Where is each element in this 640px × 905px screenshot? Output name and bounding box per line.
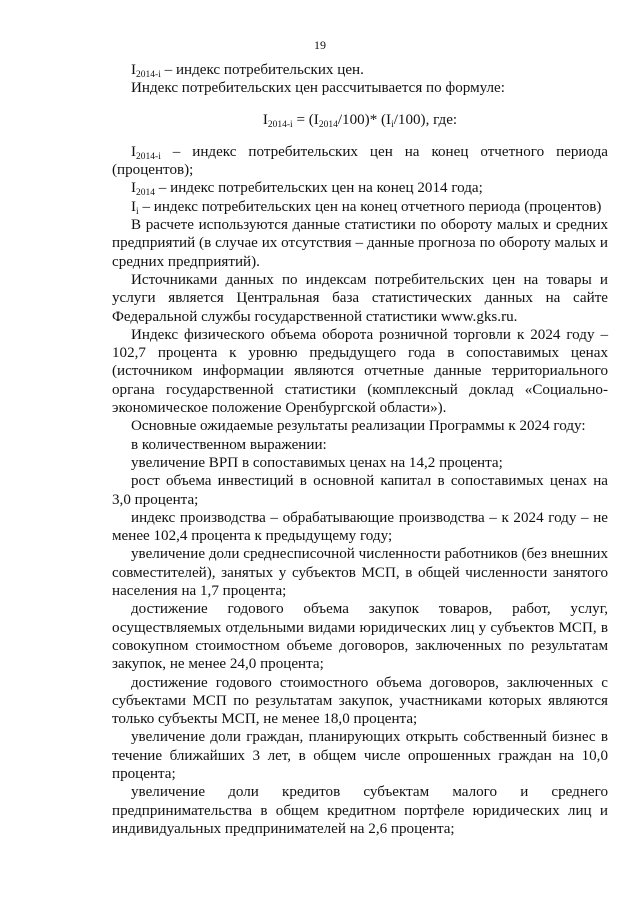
formula-subscript-c: i xyxy=(391,119,394,130)
def3-symbol: I xyxy=(131,198,137,215)
list-item: достижение годового стоимостного объема договоров, заключенных с субъектами МСП по результатам закупок, участниками которых являются только субъекты МСП, не менее 18,0 процента; xyxy=(112,674,608,728)
def3-subscript: i xyxy=(136,206,139,217)
def2-subscript: 2014 xyxy=(136,188,156,199)
list-item: индекс производства – обрабатывающие производства – к 2024 году – не менее 102,4 процента к предыдущему году; xyxy=(112,509,608,545)
formula-part-eq: = (I xyxy=(292,111,319,128)
formula-part-end: /100), где: xyxy=(393,111,458,128)
formula xyxy=(112,111,608,129)
formula-part-mid: /100)* (I xyxy=(337,111,392,128)
def2-symbol: I xyxy=(131,180,137,197)
list-item: увеличение доли среднесписочной численности работников (без внешних совместителей), занятых у субъектов МСП, в общей численности занятого населения на 1,7 процента; xyxy=(112,546,608,600)
def2-text: – индекс потребительских цен на конец 2014 года; xyxy=(155,180,483,197)
paragraph-index-intro xyxy=(112,61,608,79)
definition-1 xyxy=(112,143,608,180)
definition-2 xyxy=(112,179,608,197)
formula-symbol-a: I xyxy=(262,111,268,128)
list-item: увеличение доли граждан, планирующих открыть собственный бизнес в течение ближайших 3 лет, в общем числе опрошенных граждан на 10,0 процента; xyxy=(112,729,608,782)
list-item: рост объема инвестиций в основной капитал в сопоставимых ценах на 3,0 процента; xyxy=(112,473,608,508)
index-definition-text: – индекс потребительских цен. xyxy=(160,62,364,78)
index-subscript: 2014-i xyxy=(136,70,161,80)
list-item: увеличение доли кредитов субъектам малого и среднего предпринимательства в общем кредитном портфеле юридических лиц и индивидуальных предпринимателей на 2,6 процента; xyxy=(112,784,608,837)
def1-text: – индекс потребительских цен на конец отчетного периода (процентов); xyxy=(112,143,608,179)
paragraph: Основные ожидаемые результаты реализации Программы к 2024 году: xyxy=(131,418,586,435)
index-symbol: I xyxy=(131,62,137,78)
document-body xyxy=(112,61,608,838)
formula-subscript-a: 2014-i xyxy=(267,119,293,130)
list-item: достижение годового объема закупок товаров, работ, услуг, осуществляемых отдельными видами юридических лиц у субъектов МСП, в совокупном стоимостном объеме договоров, заключенных по результатам закупок, не менее 24,0 процента; xyxy=(112,601,608,673)
list-item: увеличение ВРП в сопоставимых ценах на 14,2 процента; xyxy=(131,454,503,471)
paragraph: В расчете используются данные статистики по обороту малых и средних предприятий (в случае их отсутствия – данные прогноза по обороту малых и средних предприятий). xyxy=(112,217,608,270)
definition-3 xyxy=(112,198,608,216)
paragraph: Индекс физического объема оборота розничной торговли к 2024 году – 102,7 процента к уровню предыдущего года в сопоставимых ценах (источником информации являются отчетные данные территориального органа государственной статистики (комплексный доклад «Социально-экономическое положение Оренбургской области»). xyxy=(112,326,608,417)
def1-subscript: 2014-i xyxy=(136,151,161,162)
formula-subscript-b: 2014 xyxy=(318,119,338,130)
paragraph: в количественном выражении: xyxy=(131,436,327,453)
def3-text: – индекс потребительских цен на конец отчетного периода (процентов) xyxy=(138,198,602,215)
def1-symbol: I xyxy=(131,143,137,160)
page-number: 19 xyxy=(314,38,326,52)
paragraph-formula-intro: Индекс потребительских цен рассчитывается по формуле: xyxy=(131,80,505,97)
paragraph: Источниками данных по индексам потребительских цен на товары и услуги является Центральная база статистических данных на сайте Федеральной службы государственной статистики www.gks.ru. xyxy=(112,271,608,325)
